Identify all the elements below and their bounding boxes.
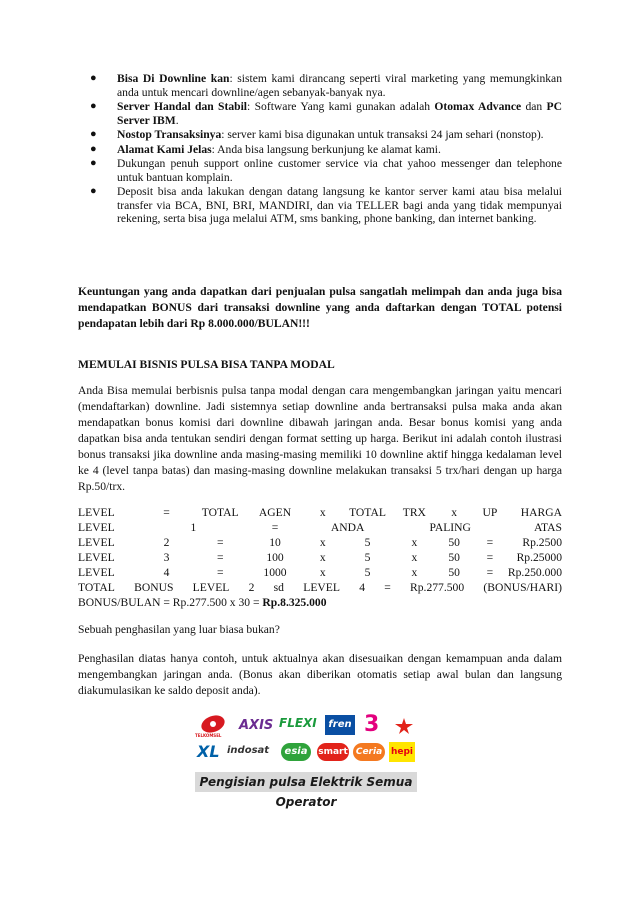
table-row bbox=[78, 550, 562, 565]
logo-row-top bbox=[189, 712, 421, 738]
table-cell: 50 bbox=[448, 536, 460, 549]
total-word: 4 bbox=[359, 581, 365, 594]
table-row bbox=[78, 535, 562, 550]
table-cell: LEVEL bbox=[78, 521, 115, 534]
bullet-bold: Nostop Transaksinya bbox=[117, 128, 222, 141]
ceria-logo: Ceria bbox=[353, 743, 385, 761]
table-cell: 5 bbox=[364, 536, 371, 549]
table-cell: 2 bbox=[163, 536, 170, 549]
table-cell: UP bbox=[482, 506, 498, 519]
bullet-item bbox=[90, 157, 562, 184]
table-cell: LEVEL bbox=[78, 536, 115, 549]
table-cell: x bbox=[451, 506, 458, 519]
bullet-dot-icon: ● bbox=[90, 185, 97, 197]
fren-logo: fren bbox=[325, 715, 355, 735]
table-cell: = bbox=[163, 506, 170, 519]
bullet-text: : sistem kami dirancang seperti viral marketing yang memungkinkan anda untuk mencari downline/agen sebanyak-banyak nya. bbox=[117, 72, 562, 99]
table-cell: = bbox=[216, 551, 224, 564]
bullet-bold: Bisa Di Downline kan bbox=[117, 72, 230, 85]
bullet-item bbox=[90, 185, 562, 226]
total-word: = bbox=[384, 581, 391, 594]
table-cell: ATAS bbox=[533, 521, 562, 534]
bullet-text: dan bbox=[521, 100, 547, 113]
hepi-logo: hepi bbox=[389, 742, 415, 762]
table-header-row bbox=[78, 505, 562, 520]
telkomsel-logo bbox=[193, 714, 233, 742]
total-word: Rp.277.500 bbox=[410, 581, 465, 594]
total-word: 2 bbox=[248, 581, 255, 594]
table-cell: 1000 bbox=[263, 566, 287, 579]
bullet-bold: Server Handal dan Stabil bbox=[117, 100, 248, 113]
table-cell: 3 bbox=[163, 551, 170, 564]
bullet-dot-icon: ● bbox=[90, 72, 97, 84]
section-heading: MEMULAI BISNIS PULSA BISA TANPA MODAL bbox=[78, 358, 335, 371]
table-cell: AGEN bbox=[258, 506, 292, 519]
table-cell: TRX bbox=[402, 506, 426, 519]
table-cell: x bbox=[319, 536, 326, 549]
bullet-bold: Otomax Advance bbox=[434, 100, 522, 113]
starone-logo bbox=[394, 717, 414, 739]
banner-caption: Pengisian pulsa Elektrik Semua Operator bbox=[195, 772, 417, 792]
operator-banner bbox=[189, 710, 421, 809]
bullet-bold: Alamat Kami Jelas bbox=[117, 142, 212, 156]
table-cell: = bbox=[216, 536, 224, 549]
table-cell: LEVEL bbox=[78, 506, 115, 519]
bullet-item bbox=[90, 100, 562, 127]
bullet-text: : server kami bisa digunakan untuk transaksi 24 jam sehari (nonstop). bbox=[221, 128, 544, 141]
bullet-dot-icon: ● bbox=[90, 128, 97, 140]
bullet-text: Dukungan penuh support online customer service via chat yahoo messenger dan telephone untuk bantuan komplain. bbox=[117, 157, 562, 184]
bonus-table bbox=[78, 505, 562, 610]
table-cell: 4 bbox=[163, 566, 170, 579]
total-word: (BONUS/HARI) bbox=[483, 581, 562, 594]
table-row bbox=[78, 565, 562, 580]
table-cell: LEVEL bbox=[78, 566, 115, 579]
bullet-text: : Software Yang kami gunakan adalah bbox=[247, 100, 435, 113]
profit-paragraph: Keuntungan yang anda dapatkan dari penjualan pulsa sangatlah melimpah dan anda juga bisa mendapatkan BONUS dari transaksi downline yang anda daftarkan dengan TOTAL potensi pendapatan lebih dari Rp 8.000.000/BULAN!!! bbox=[78, 285, 562, 330]
bonus-bulan-value: Rp.8.325.000 bbox=[262, 596, 327, 609]
intro-paragraph: Anda Bisa memulai berbisnis pulsa tanpa modal dengan cara mengembangkan jaringan yaitu mencari (mendaftarkan) downline. Jadi sistemnya setiap downline anda bertransaksi pulsa maka anda akan mendapatkan bonus komisi dari downline dibawah jaringan anda. Besar bonus komisi yang anda dapatkan bisa anda tentukan sendiri dengan format setting up harga. Berikut ini adalah contoh ilustrasi bonus transaksi jika downline anda masing-masing memiliki 10 downline aktif hingga kedalaman level ke 4 (level tanpa batas) dan masing-masing downline melakukan transaksi 5 trx/hari dengan up harga Rp.50/trx. bbox=[78, 384, 562, 493]
total-line bbox=[78, 580, 562, 595]
three-logo: 3 bbox=[364, 712, 380, 737]
table-cell: PALING bbox=[429, 521, 471, 534]
table-header-row bbox=[78, 520, 562, 535]
bullet-item bbox=[90, 72, 562, 99]
xl-logo: XL bbox=[197, 742, 220, 761]
table-cell: LEVEL bbox=[78, 551, 115, 564]
table-cell: x bbox=[411, 551, 418, 564]
table-cell: x bbox=[319, 566, 326, 579]
table-cell: Rp.25000 bbox=[516, 551, 562, 564]
bullet-dot-icon: ● bbox=[90, 142, 97, 155]
table-cell: 5 bbox=[364, 566, 371, 579]
star-icon bbox=[394, 717, 414, 735]
bullet-dot-icon: ● bbox=[90, 157, 97, 169]
bullet-text: : Anda bisa langsung berkunjung ke alamat kami. bbox=[211, 142, 441, 156]
table-cell: x bbox=[319, 551, 326, 564]
table-cell: Rp.2500 bbox=[522, 536, 562, 549]
total-word: sd bbox=[273, 581, 284, 594]
smart-logo: smart bbox=[317, 743, 349, 761]
table-bonus-row bbox=[78, 595, 562, 610]
table-cell bbox=[78, 595, 562, 610]
bullet-item bbox=[90, 143, 562, 157]
telkomsel-label: TELKOMSEL bbox=[195, 733, 222, 738]
logo-row-bottom bbox=[189, 740, 421, 766]
table-cell: x bbox=[411, 536, 418, 549]
table-cell bbox=[78, 580, 562, 595]
bullet-bold: PC Server IBM bbox=[117, 100, 562, 127]
table-cell: = bbox=[216, 566, 224, 579]
axis-logo: AXIS bbox=[239, 718, 274, 733]
total-word: TOTAL bbox=[78, 581, 115, 594]
indosat-logo: indosat bbox=[227, 745, 270, 756]
flexi-logo: FLEXI bbox=[279, 716, 317, 730]
table-cell: HARGA bbox=[520, 506, 562, 519]
bullet-item bbox=[90, 128, 562, 142]
bullet-text: Deposit bisa anda lakukan dengan datang langsung ke kantor server kami atau bisa melalui transfer via BCA, BNI, BRI, MANDIRI, dan via TELLER bagi anda yang tidak mempunyai rekening, serta bisa juga melalui ATM, sms banking, phone banking, dan internet banking. bbox=[117, 185, 562, 225]
table-cell: x bbox=[411, 566, 418, 579]
table-cell: = bbox=[486, 536, 494, 549]
bullet-text: . bbox=[175, 113, 179, 127]
table-cell: 1 bbox=[190, 521, 197, 534]
table-cell: = bbox=[271, 521, 279, 534]
table-cell: 100 bbox=[266, 551, 284, 564]
bonus-bulan-text: BONUS/BULAN = Rp.277.500 x 30 = bbox=[78, 596, 263, 609]
table-cell: = bbox=[486, 566, 494, 579]
table-cell: TOTAL bbox=[349, 506, 386, 519]
table-cell: 5 bbox=[364, 551, 371, 564]
table-cell: 10 bbox=[269, 536, 281, 549]
esia-logo: esia bbox=[281, 743, 311, 761]
table-cell: x bbox=[319, 506, 326, 519]
table-cell: ANDA bbox=[330, 521, 365, 534]
table-cell: 50 bbox=[448, 551, 460, 564]
total-word: BONUS bbox=[134, 581, 174, 594]
question-text: Sebuah penghasilan yang luar biasa bukan? bbox=[78, 623, 280, 636]
total-word: LEVEL bbox=[192, 581, 230, 594]
closing-paragraph: Penghasilan diatas hanya contoh, untuk aktualnya akan disesuaikan dengan kemampuan anda dalam mengembangkan jaringan anda. (Bonus akan diberikan otomatis setiap awal bulan dan langsung diakumulasikan ke saldo deposit anda). bbox=[78, 652, 562, 697]
table-cell: Rp.250.000 bbox=[507, 566, 562, 579]
table-cell: 50 bbox=[448, 566, 460, 579]
feature-bullet-list bbox=[90, 72, 562, 227]
bullet-dot-icon: ● bbox=[90, 100, 97, 112]
table-cell: = bbox=[486, 551, 494, 564]
table-total-row bbox=[78, 580, 562, 595]
table-cell: TOTAL bbox=[201, 506, 239, 519]
total-word: LEVEL bbox=[303, 581, 340, 594]
